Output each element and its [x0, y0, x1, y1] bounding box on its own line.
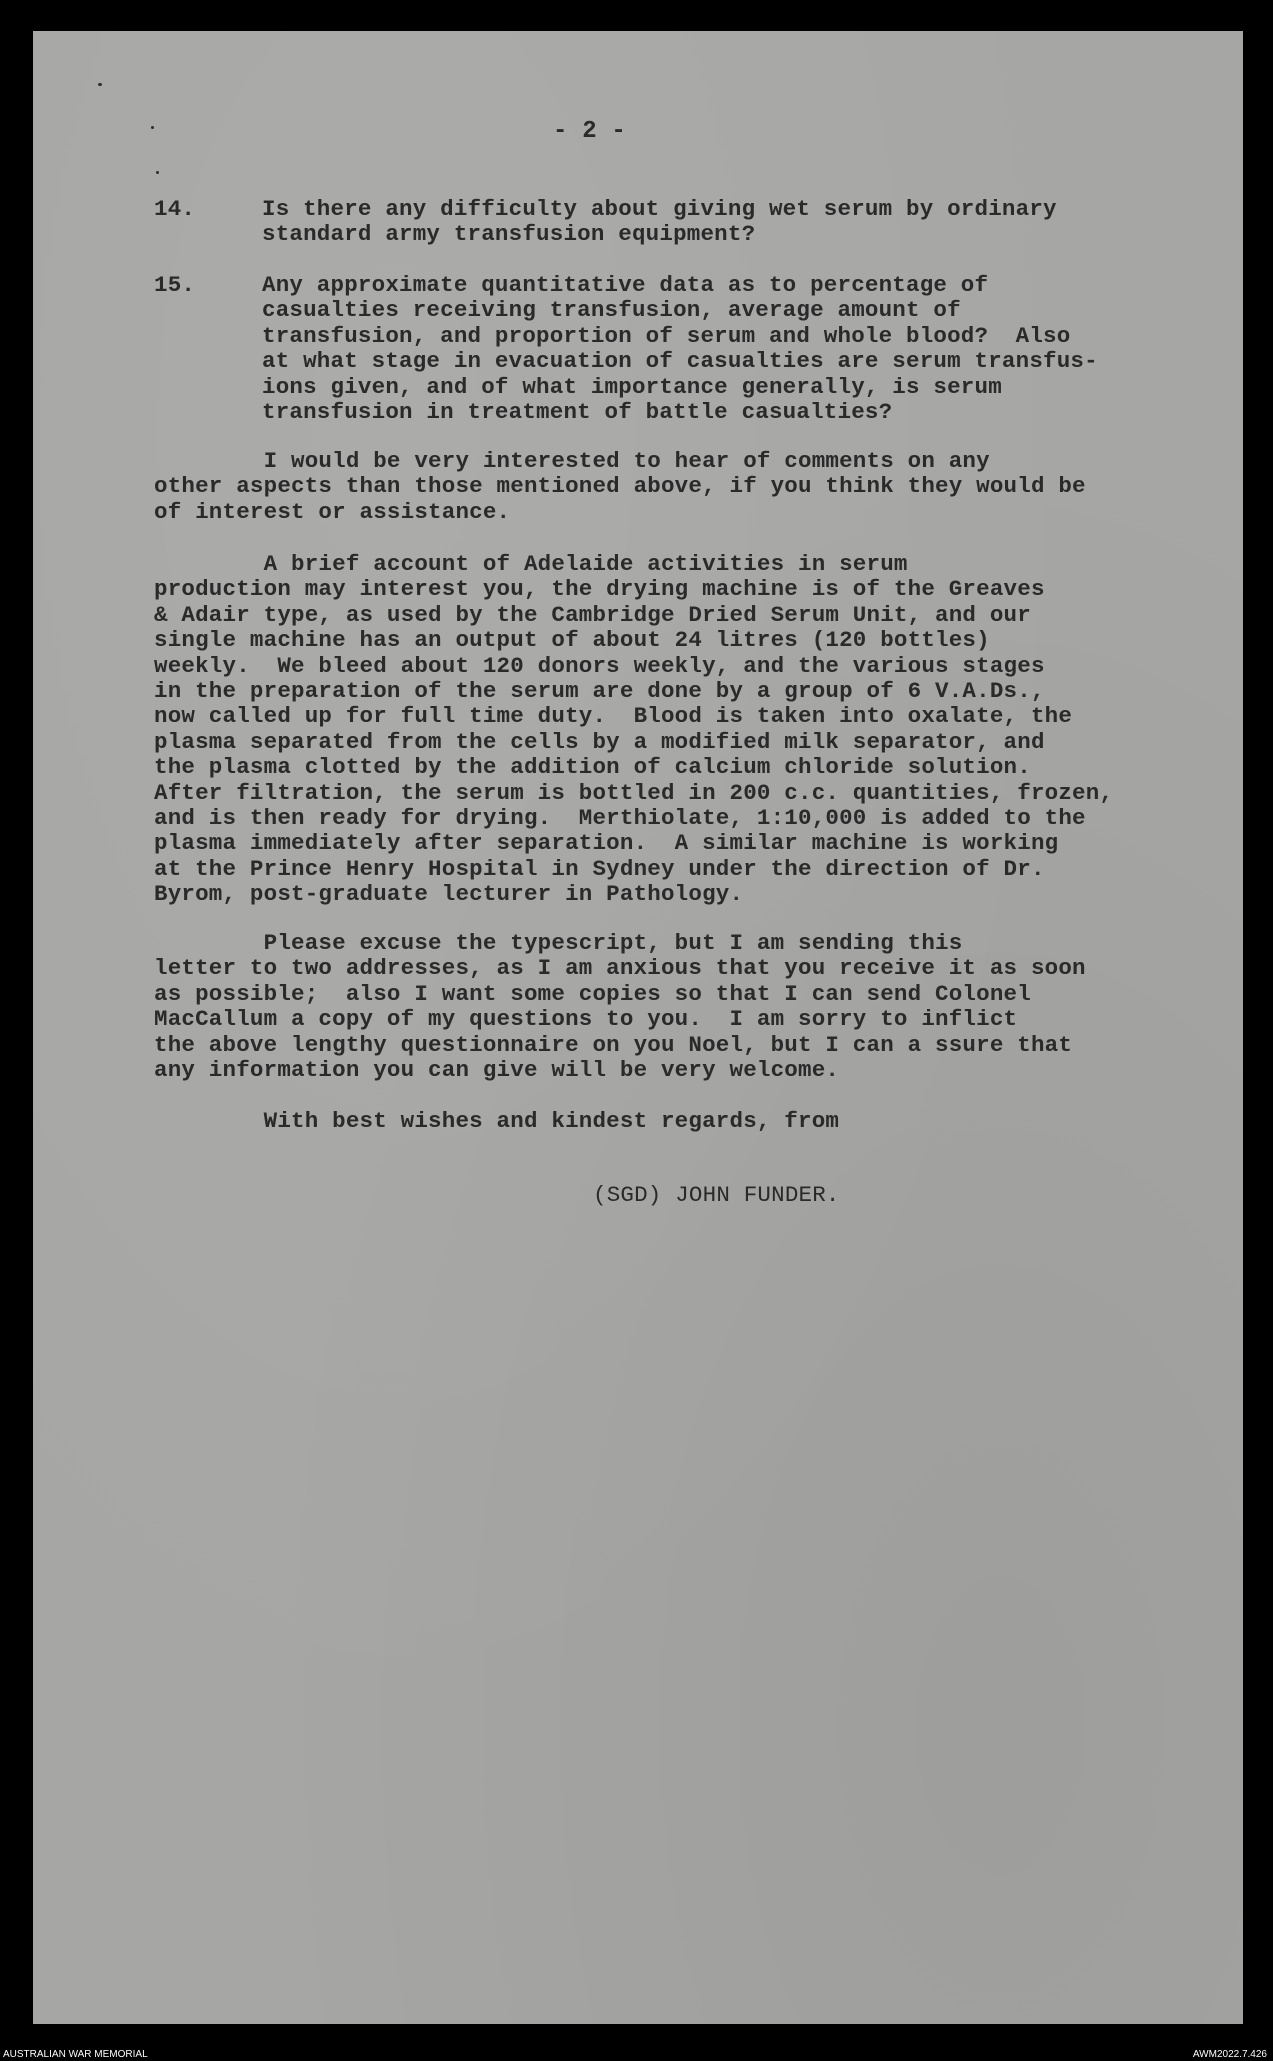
ink-speck	[151, 126, 154, 129]
page-number: - 2 -	[553, 118, 627, 145]
ink-speck	[98, 83, 102, 86]
ink-speck	[156, 171, 159, 174]
item-number-14: 14.	[154, 196, 196, 222]
item-text-14: Is there any difficulty about giving wet serum by ordinary standard army transfusion equipment?	[262, 196, 1057, 248]
paragraph-typescript-apology: Please excuse the typescript, but I am sending this letter to two addresses, as I am anxious that you receive it as soon as possible; also I want some copies so that I can send Colonel MacCallum a copy of my questions to you. I am sorry to inflict the above lengthy questionnaire on you Noel, but I can a ssure that any information you can give will be very welcome.	[154, 930, 1086, 1084]
paragraph-adelaide-activities: A brief account of Adelaide activities in serum production may interest you, the drying machine is of the Greaves & Adair type, as used by the Cambridge Dried Serum Unit, and our single machine has an output of about 24 litres (120 bottles) weekly. We bleed about 120 donors weekly, and the various stages in the preparation of the serum are done by a group of 6 V.A.Ds., now called up for full time duty. Blood is taken into oxalate, the plasma separated from the cells by a modified milk separator, and the plasma clotted by the addition of calcium chloride solution. After filtration, the serum is bottled in 200 c.c. quantities, frozen, and is then ready for drying. Merthiolate, 1:10,000 is added to the plasma immediately after separation. A similar machine is working at the Prince Henry Hospital in Sydney under the direction of Dr. Byrom, post-graduate lecturer in Pathology.	[154, 551, 1114, 908]
item-text-15: Any approximate quantitative data as to percentage of casualties receiving transfusion, average amount of transfusion, and proportion of serum and whole blood? Also at what stage in evacuation of casualties are serum transfus- ions given, and of what importance generally, is serum transfusion in treatment of battle casualties?	[262, 272, 1098, 426]
footer-institution: AUSTRALIAN WAR MEMORIAL	[3, 2049, 148, 2060]
letter-page	[33, 31, 1243, 2024]
item-number-15: 15.	[154, 272, 196, 298]
signature-line: (SGD) JOHN FUNDER.	[593, 1182, 840, 1208]
paragraph-comments: I would be very interested to hear of comments on any other aspects than those mentioned above, if you think they would be of interest or assistance.	[154, 448, 1086, 525]
footer-accession-number: AWM2022.7.426	[1192, 2049, 1267, 2060]
closing-line: With best wishes and kindest regards, from	[154, 1108, 840, 1134]
